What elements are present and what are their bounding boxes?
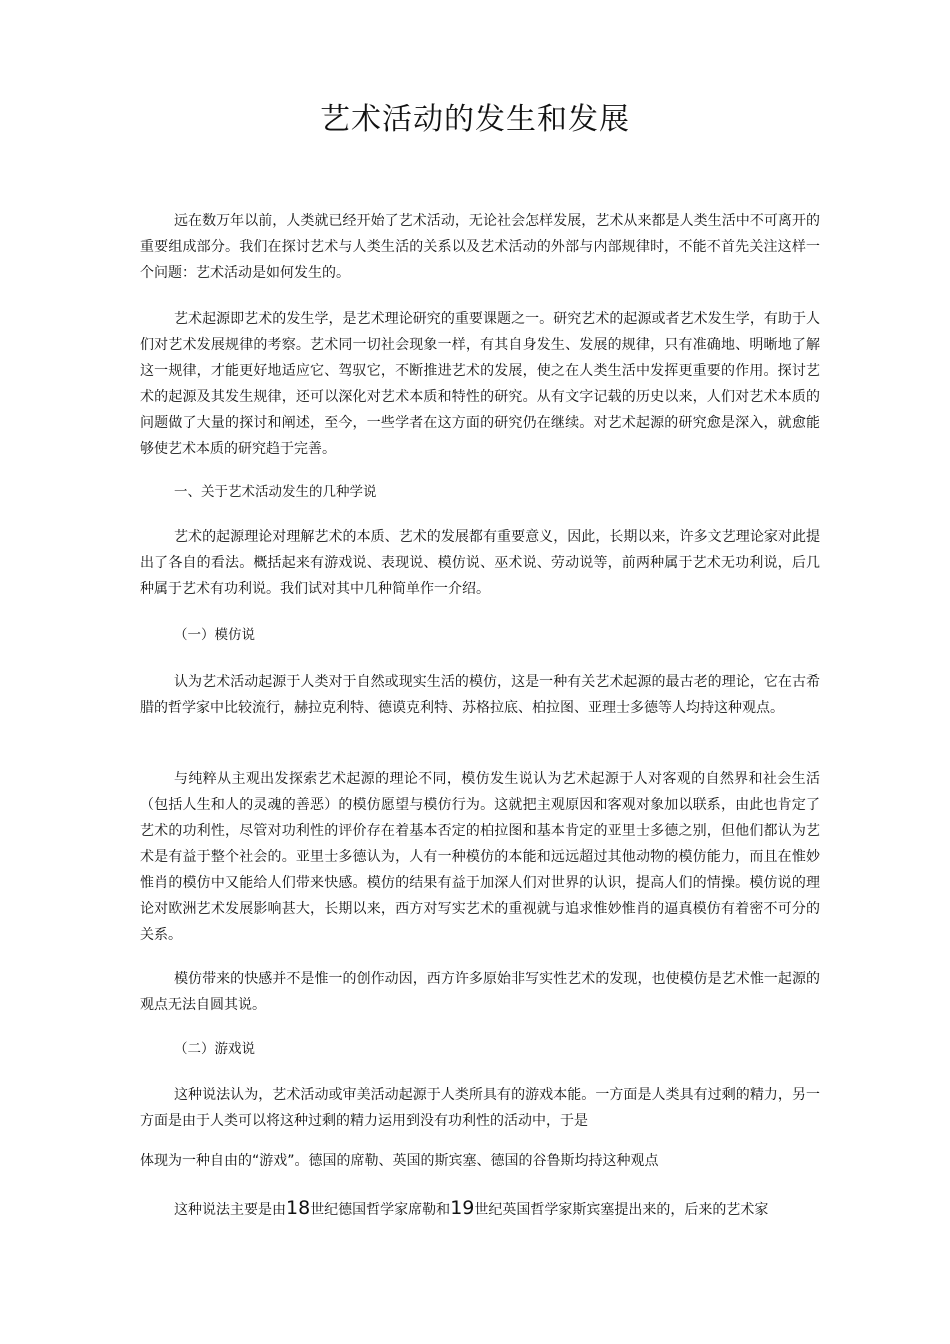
paragraph-imitation-1: 认为艺术活动起源于人类对于自然或现实生活的模仿，这是一种有关艺术起源的最古老的理论，它在古希腊的哲学家中比较流行，赫拉克利特、德谟克利特、苏格拉底、柏拉图、亚理士多德等人均持这种观点。 — [140, 674, 820, 716]
paragraph-imitation-2: 与纯粹从主观出发探索艺术起源的理论不同，模仿发生说认为艺术起源于人对客观的自然界和社会生活（包括人生和人的灵魂的善恶）的模仿愿望与模仿行为。这就把主观原因和客观对象加以联系，由此也肯定了艺术的功利性，尽管对功利性的评价存在着基本否定的柏拉图和基本肯定的亚里士多德之别，但他们都认为艺术是有益于整个社会的。亚里士多德认为，人有一种模仿的本能和远远超过其他动物的模仿能力，而且在惟妙惟肖的模仿中又能给人们带来快感。模仿的结果有益于加深人们对世界的认识，提高人们的情操。模仿说的理论对欧洲艺术发展影响甚大，长期以来，西方对写实艺术的重视就与追求惟妙惟肖的逼真模仿有着密不可分的关系。 — [140, 771, 820, 943]
page-title: 艺术活动的发生和发展 — [320, 102, 630, 137]
paragraph-play-2: 体现为一种自由的“游戏”。德国的席勒、英国的斯宾塞、德国的谷鲁斯均持这种观点 — [140, 1153, 659, 1169]
paragraph-intro: 远在数万年以前，人类就已经开始了艺术活动，无论社会怎样发展，艺术从来都是人类生活中不可离开的重要组成部分。我们在探讨艺术与人类生活的关系以及艺术活动的外部与内部规律时，不能不首先关注这样一个问题：艺术活动是如何发生的。 — [140, 213, 820, 281]
text-run: 世纪英国哲学家斯宾塞提出来的，后来的艺术家 — [474, 1202, 769, 1218]
century-number: 18 — [286, 1197, 311, 1219]
paragraph-origin: 艺术起源即艺术的发生学，是艺术理论研究的重要课题之一。研究艺术的起源或者艺术发生学，有助于人们对艺术发展规律的考察。艺术同一切社会现象一样，有其自身发生、发展的规律，只有准确地、明晰地了解这一规律，才能更好地适应它、驾驭它，不断推进艺术的发展，使之在人类生活中发挥更重要的作用。探讨艺术的起源及其发生规律，还可以深化对艺术本质和特性的研究。从有文字记载的历史以来，人们对艺术本质的问题做了大量的探讨和阐述，至今，一些学者在这方面的研究仍在继续。对艺术起源的研究愈是深入，就愈能够使艺术本质的研究趋于完善。 — [140, 311, 820, 457]
paragraph-play-1: 这种说法认为，艺术活动或审美活动起源于人类所具有的游戏本能。一方面是人类具有过剩的精力，另一方面是由于人类可以将这种过剩的精力运用到没有功利性的活动中，于是 — [140, 1087, 820, 1129]
section-heading-theories: 一、关于艺术活动发生的几种学说 — [174, 484, 377, 500]
subheading-imitation: （一）模仿说 — [174, 627, 255, 643]
paragraph-imitation-3: 模仿带来的快感并不是惟一的创作动因，西方许多原始非写实性艺术的发现，也使模仿是艺术惟一起源的观点无法自圆其说。 — [140, 971, 820, 1013]
subheading-play: （二）游戏说 — [174, 1041, 255, 1057]
century-number: 19 — [450, 1197, 475, 1219]
text-run: 世纪德国哲学家席勒和 — [310, 1202, 451, 1218]
paragraph-theories-overview: 艺术的起源理论对理解艺术的本质、艺术的发展都有重要意义，因此，长期以来，许多文艺理论家对此提出了各自的看法。概括起来有游戏说、表现说、模仿说、巫术说、劳动说等，前两种属于艺术无功利说，后几种属于艺术有功利说。我们试对其中几种简单作一介绍。 — [140, 529, 820, 597]
text-run: 这种说法主要是由 — [174, 1202, 286, 1218]
paragraph-play-3 — [140, 1195, 820, 1223]
